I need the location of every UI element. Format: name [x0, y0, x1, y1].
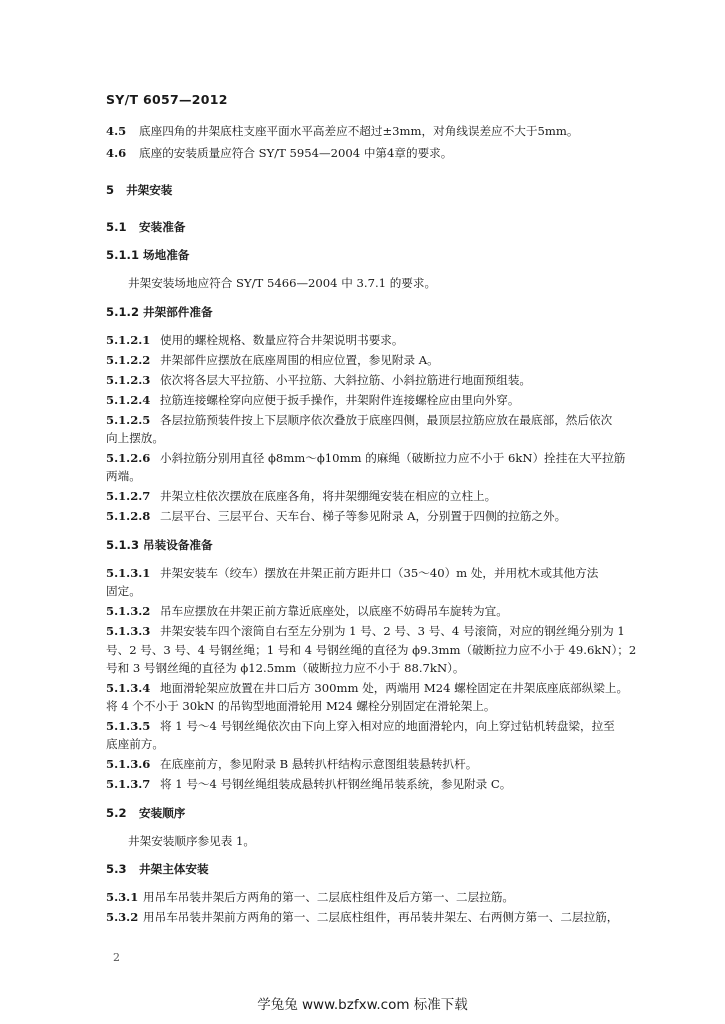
clause-5-1-3-3 — [106, 624, 671, 639]
clause-5-1-2-5 — [106, 413, 671, 428]
clause-text: 用吊车吊装井架前方两角的第一、二层底柱组件，再吊装井架左、右两侧方第一、二层拉筋， — [143, 910, 619, 924]
clause-5-1-2-8 — [106, 509, 671, 524]
clause-text: 地面滑轮架应放置在井口后方 300mm 处，两端用 M24 螺栓固定在井架底座底部纵梁上。 — [160, 681, 629, 695]
clause-5-1-2-6 — [106, 451, 671, 466]
clause-continuation: 底座前方。 — [106, 737, 164, 751]
clause-text: 依次将各层大平拉筋、小平拉筋、大斜拉筋、小斜拉筋进行地面预组装。 — [160, 373, 532, 387]
clause-text: 井架安装车（绞车）摆放在井架正前方距井口（35～40）m 处，并用枕木或其他方法 — [160, 566, 599, 580]
clause-5-1-2-3 — [106, 373, 671, 388]
clause-text: 井架立柱依次摆放在底座各角，将井架绷绳安装在相应的立柱上。 — [160, 489, 497, 503]
clause-text: 在底座前方，参见附录 B 悬转扒杆结构示意图组装悬转扒杆。 — [160, 757, 478, 771]
clause-continuation: 两端。 — [106, 469, 141, 483]
clause-text: 底座的安装质量应符合 SY/T 5954—2004 中第4章的要求。 — [139, 146, 453, 160]
clause-5-1-2-7 — [106, 489, 671, 504]
section-title: 井架安装 — [126, 183, 173, 197]
clause-number: 5.1.3.2 — [106, 604, 151, 618]
paragraph-line: 井架安装顺序参见表 1。 — [128, 834, 255, 848]
section-number: 5.1 — [106, 220, 127, 234]
clause-number: 5.3.2 — [106, 910, 139, 924]
clause-5-1-2-1 — [106, 333, 671, 348]
clause-5-3-1 — [106, 890, 671, 905]
section-title: 安装准备 — [139, 220, 186, 234]
clause-5-1-2-4 — [106, 393, 671, 408]
clause-number: 5.1.2.8 — [106, 509, 151, 523]
clause-number: 5.1.3.4 — [106, 681, 151, 695]
clause-continuation: 向上摆放。 — [106, 431, 164, 445]
clause-text: 使用的螺栓规格、数量应符合井架说明书要求。 — [160, 333, 404, 347]
clause-number: 5.1.3.7 — [106, 777, 151, 791]
section-number: 5 — [106, 183, 115, 197]
section-title: 井架主体安装 — [139, 862, 209, 876]
clause-number: 5.1.3.1 — [106, 566, 151, 580]
section-5-1-1-heading — [106, 248, 671, 263]
clause-number: 5.1.2.1 — [106, 333, 151, 347]
clause-5-1-3-6 — [106, 757, 671, 772]
clause-number: 5.1.3.3 — [106, 624, 151, 638]
clause-text: 将 1 号～4 号钢丝绳组装成悬转扒杆钢丝绳吊装系统，参见附录 C。 — [160, 777, 512, 791]
clause-number: 4.6 — [106, 146, 127, 160]
clause-number: 5.1.2.3 — [106, 373, 151, 387]
section-title: 安装顺序 — [139, 806, 186, 820]
clause-text: 拉筋连接螺栓穿向应便于扳手操作，井架附件连接螺栓应由里向外穿。 — [160, 393, 520, 407]
clause-number: 5.3.1 — [106, 890, 139, 904]
section-title: 吊装设备准备 — [143, 538, 213, 552]
section-5-1-heading — [106, 220, 671, 235]
clause-continuation: 将 4 个不小于 30kN 的吊钩型地面滑轮用 M24 螺栓分别固定在滑轮架上。 — [106, 699, 496, 713]
section-5-1-2-heading — [106, 305, 671, 320]
section-number: 5.1.3 — [106, 538, 140, 552]
section-title: 井架部件准备 — [143, 305, 213, 319]
section-5-3-heading — [106, 862, 671, 877]
clause-5-1-3-4 — [106, 681, 671, 696]
section-number: 5.1.1 — [106, 248, 140, 262]
clause-number: 5.1.3.5 — [106, 719, 151, 733]
clause-4-6 — [106, 146, 671, 161]
section-number: 5.3 — [106, 862, 127, 876]
clause-continuation: 号和 3 号钢丝绳的直径为 ϕ12.5mm（破断拉力应不小于 88.7kN）。 — [106, 661, 465, 675]
clause-number: 5.1.2.6 — [106, 451, 151, 465]
clause-number: 4.5 — [106, 124, 127, 138]
clause-text: 将 1 号～4 号钢丝绳依次由下向上穿入相对应的地面滑轮内，向上穿过钻机转盘梁，拉至 — [160, 719, 615, 733]
clause-5-1-2-2 — [106, 353, 671, 368]
section-5-heading — [106, 183, 671, 198]
paragraph-line: 井架安装场地应符合 SY/T 5466—2004 中 3.7.1 的要求。 — [128, 276, 437, 290]
standard-code: SY/T 6057—2012 — [106, 92, 228, 107]
clause-continuation: 固定。 — [106, 584, 141, 598]
clause-5-1-3-2 — [106, 604, 671, 619]
page-number: 2 — [113, 951, 120, 964]
clause-continuation: 号、2 号、3 号、4 号钢丝绳；1 号和 4 号钢丝绳的直径为 ϕ9.3mm（破断拉力应不小于 49.6kN）；2 — [106, 643, 637, 657]
clause-text: 二层平台、三层平台、天车台、梯子等参见附录 A，分别置于四侧的拉筋之外。 — [160, 509, 567, 523]
clause-text: 吊车应摆放在井架正前方靠近底座处，以底座不妨碍吊车旋转为宜。 — [160, 604, 508, 618]
clause-text: 各层拉筋预装件按上下层顺序依次叠放于底座四侧，最顶层拉筋应放在最底部，然后依次 — [160, 413, 613, 427]
clause-5-3-2 — [106, 910, 671, 925]
section-5-2-heading — [106, 806, 671, 821]
clause-text: 小斜拉筋分别用直径 ϕ8mm～ϕ10mm 的麻绳（破断拉力应不小于 6kN）拴挂在大平拉筋 — [160, 451, 626, 465]
clause-4-5 — [106, 124, 671, 139]
clause-text: 底座四角的井架底柱支座平面水平高差应不超过±3mm，对角线误差应不大于5mm。 — [139, 124, 579, 138]
clause-text: 井架安装车四个滚筒自右至左分别为 1 号、2 号、3 号、4 号滚筒，对应的钢丝绳分别为 1 — [160, 624, 625, 638]
clause-5-1-3-1 — [106, 566, 671, 581]
clause-5-1-3-7 — [106, 777, 671, 792]
clause-number: 5.1.2.5 — [106, 413, 151, 427]
section-5-1-3-heading — [106, 538, 671, 553]
section-number: 5.2 — [106, 806, 127, 820]
section-number: 5.1.2 — [106, 305, 140, 319]
clause-text: 井架部件应摆放在底座周围的相应位置，参见附录 A。 — [160, 353, 439, 367]
footer-watermark: 学兔兔 www.bzfxw.com 标准下载 — [257, 997, 468, 1013]
clause-number: 5.1.3.6 — [106, 757, 151, 771]
clause-text: 用吊车吊装井架后方两角的第一、二层底柱组件及后方第一、二层拉筋。 — [143, 890, 515, 904]
section-title: 场地准备 — [143, 248, 190, 262]
clause-number: 5.1.2.2 — [106, 353, 151, 367]
clause-number: 5.1.2.4 — [106, 393, 151, 407]
clause-number: 5.1.2.7 — [106, 489, 151, 503]
clause-5-1-3-5 — [106, 719, 671, 734]
